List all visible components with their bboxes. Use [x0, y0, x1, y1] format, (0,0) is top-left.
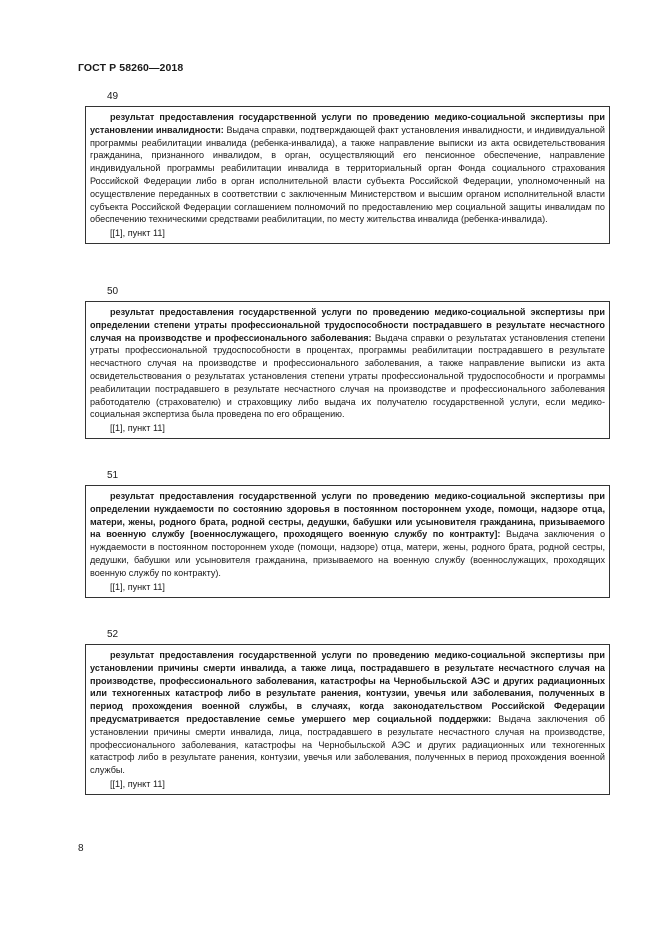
- term-entry-52: [85, 628, 610, 795]
- term-reference: [[1], пункт 11]: [110, 228, 165, 239]
- page-number: 8: [78, 843, 84, 854]
- term-heading: результат предоставления государственной услуги по проведению медико-социальной экспертизы при определении нуждаемости по состоянию здоровья в постоянном постороннем уходе, помощи, надзоре отца, матери, жены, родного брата, родной сестры, дедушки, бабушки или усыновителя гражданина, призываемого на военную службу [военнослужащего, проходящего военную службу по контракту]:: [90, 491, 605, 540]
- term-text: [90, 649, 605, 777]
- term-number: 52: [107, 629, 119, 640]
- term-entry-50: [85, 285, 610, 439]
- term-text: [90, 306, 605, 421]
- document-header: ГОСТ Р 58260—2018: [78, 62, 184, 74]
- term-definition: Выдача заключения о нуждаемости в постоянном постороннем уходе (помощи, надзоре) отца, матери, жены, родного брата, родной сестры, дедушки, бабушки или усыновителя гражданина, призываемого на военную службу (военнослужащих, проходящих военную службу по контракту).: [90, 529, 606, 578]
- term-text: [90, 111, 605, 226]
- term-number: 51: [107, 470, 119, 481]
- term-reference: [[1], пункт 11]: [110, 423, 165, 434]
- term-heading: результат предоставления государственной услуги по проведению медико-социальной экспертизы при установлении причины смерти инвалида, а также лица, пострадавшего в результате несчастного случая на производстве, профессионального заболевания, катастрофы на Чернобыльской АЭС и других радиационных или техногенных катастроф либо в результате ранения, контузии, увечья или заболевания, полученных в период прохождения военной службы, в случаях, когда законодательством Российской Федерации предусматривается предоставление семье умершего мер социальной поддержки:: [90, 650, 605, 724]
- term-number: 50: [107, 286, 119, 297]
- term-definition: Выдача справки о результатах установления степени утраты профессиональной трудоспособности в процентах, программы реабилитации пострадавшего в результате несчастного случая на производстве и профессионального заболевания, а также направление выписки из акта освидетельствования о результатах установления степени утраты профессиональной трудоспособности и программы реабилитации пострадавшего в результате несчастного случая на производстве и профессионального заболевания работодателю (страхователю) и страховщику либо выдача их получателю государственной услуги, если медико-социальная экспертиза была проведена по его обращению.: [90, 332, 605, 420]
- term-number: 49: [107, 91, 119, 102]
- term-box: [85, 106, 610, 244]
- term-entry-49: [85, 90, 610, 244]
- term-definition: Выдача справки, подтверждающей факт установления инвалидности, и индивидуальной программы реабилитации инвалида (ребенка-инвалида), а также направление выписки из акта освидетельствования гражданина, признанного инвалидом, в орган, осуществляющий его пенсионное обеспечение, направление индивидуальной программы реабилитации инвалида в территориальный орган Фонда социального страхования Российской Федерации либо в орган исполнительной власти субъекта Российской Федерации, уполномоченный на осуществление переданных в соответствии с заключенным Министерством и высшим органом исполнительной власти субъекта Российской Федерации соглашением полномочий по предоставлению мер социальной защиты инвалидам по обеспечению техническими средствами реабилитации, по месту жительства инвалида (ребенка-инвалида).: [90, 124, 605, 225]
- term-box: [85, 485, 610, 598]
- term-box: [85, 644, 610, 795]
- term-entry-51: [85, 469, 610, 598]
- term-text: [90, 490, 605, 580]
- term-heading: результат предоставления государственной услуги по проведению медико-социальной экспертизы при определении степени утраты профессиональной трудоспособности пострадавшего в результате несчастного случая на производстве и профессионального заболевания:: [90, 307, 605, 343]
- term-definition: Выдача заключения об установлении причины смерти инвалида, лица, пострадавшего в результате несчастного случая на производстве, профессионального заболевания, катастрофы на Чернобыльской АЭС и других радиационных или техногенных катастроф либо в результате ранения, контузии, увечья или заболевания, полученных в период прохождения военной службы.: [90, 713, 606, 776]
- term-box: [85, 301, 610, 439]
- term-heading: результат предоставления государственной услуги по проведению медико-социальной экспертизы при установлении инвалидности:: [90, 112, 605, 135]
- term-reference: [[1], пункт 11]: [110, 778, 165, 789]
- term-reference: [[1], пункт 11]: [110, 581, 165, 592]
